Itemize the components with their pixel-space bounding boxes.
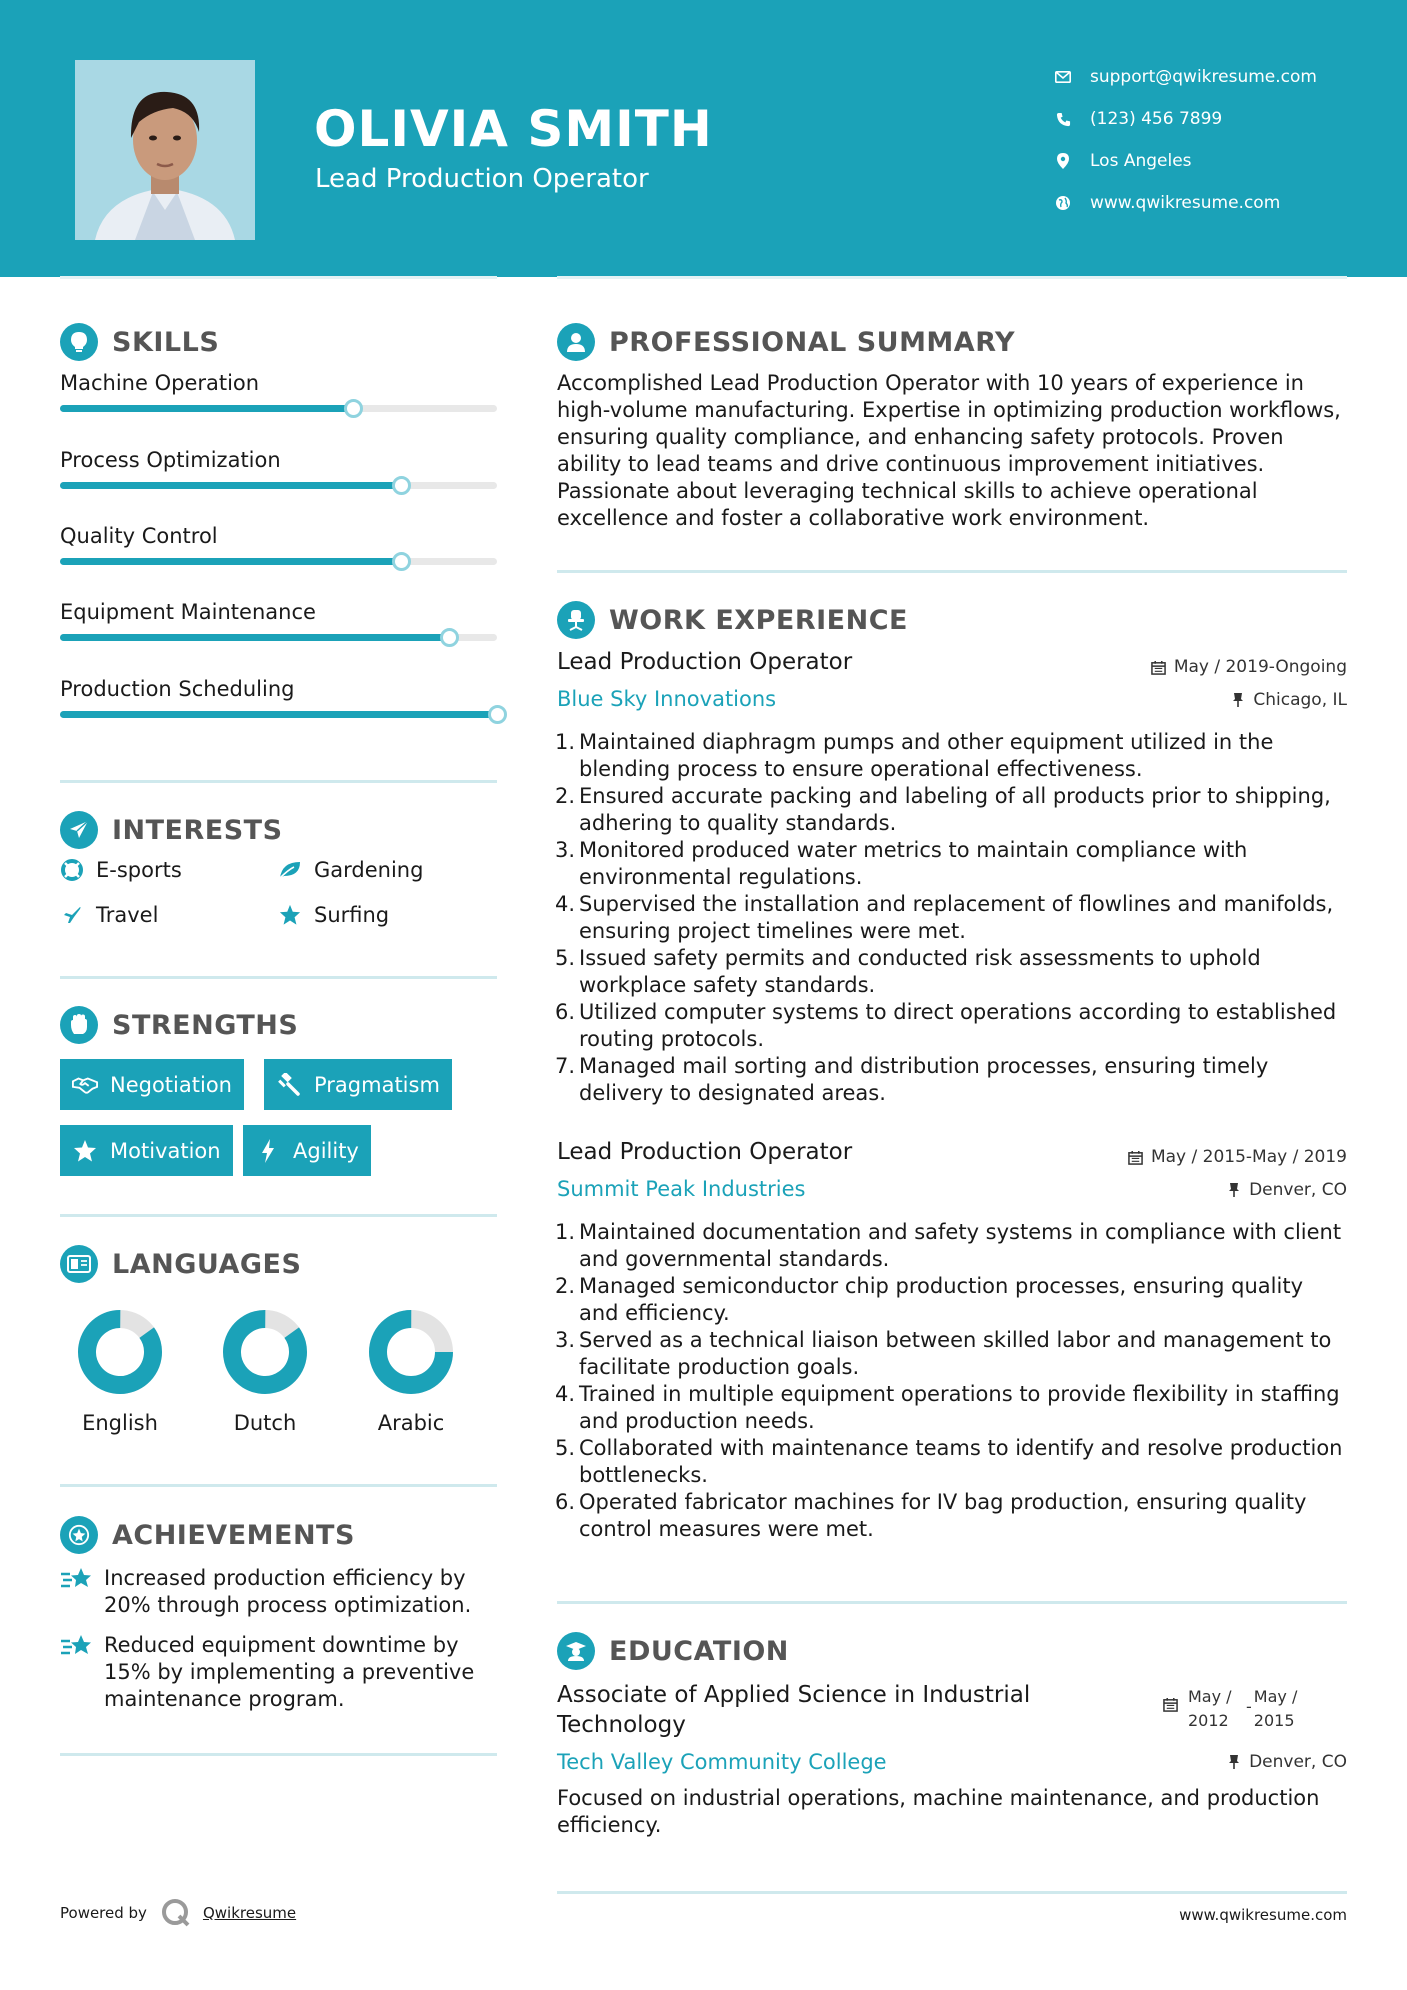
job-dates — [1128, 1147, 1347, 1167]
interest-label: Gardening — [314, 858, 424, 882]
job-title: Lead Production Operator — [557, 649, 853, 675]
strength-tag — [243, 1125, 371, 1176]
skills-heading — [60, 323, 219, 361]
language-item — [205, 1307, 325, 1435]
shooting-star-icon — [60, 1632, 94, 1662]
footer-website[interactable]: www.qwikresume.com — [1179, 1906, 1347, 1924]
achievement-text: Reduced equipment downtime by 15% by implementing a preventive maintenance program. — [104, 1633, 475, 1711]
pushpin-icon — [1226, 1754, 1242, 1770]
contact-phone[interactable] — [1053, 98, 1317, 140]
achievement-item — [60, 1632, 497, 1713]
job-bullet: 5. Issued safety permits and conducted risk assessments to uphold workplace safety standards. — [551, 945, 1347, 999]
skill-label: Process Optimization — [60, 448, 281, 472]
interests-heading — [60, 811, 283, 849]
interest-label: Surfing — [314, 903, 390, 927]
job-location-text: Denver, CO — [1249, 1180, 1347, 1200]
job-bullet-text: Ensured accurate packing and labeling of all products prior to shipping, adhering to quality standards. — [579, 784, 1331, 835]
education-heading — [557, 1632, 789, 1670]
skill-bar — [60, 711, 497, 718]
job-bullet-text: Managed mail sorting and distribution processes, ensuring timely delivery to designated areas. — [579, 1054, 1269, 1105]
contact-location-text: Los Angeles — [1090, 151, 1192, 171]
language-item — [351, 1307, 471, 1435]
award-icon — [60, 1516, 98, 1554]
shooting-star-icon — [60, 1565, 94, 1595]
skill-item — [60, 600, 497, 624]
profile-photo — [75, 60, 255, 240]
section-divider — [60, 1484, 497, 1487]
education-title: EDUCATION — [609, 1635, 789, 1667]
skill-bar — [60, 558, 497, 565]
language-icon — [60, 1245, 98, 1283]
job-bullet: 4. Supervised the installation and replacement of flowlines and manifolds, ensuring project timelines were met. — [551, 891, 1347, 945]
strength-label: Motivation — [110, 1138, 221, 1163]
job-bullet: 6. Operated fabricator machines for IV bag production, ensuring quality control measures were met. — [551, 1489, 1347, 1543]
job-company: Summit Peak Industries — [557, 1177, 806, 1201]
education-start-date — [1188, 1685, 1246, 1733]
achievements-heading — [60, 1516, 355, 1554]
pushpin-icon — [1226, 1182, 1242, 1198]
section-divider — [60, 976, 497, 979]
job-bullet: 1. Maintained diaphragm pumps and other equipment utilized in the blending process to ensure operational effectiveness. — [551, 729, 1347, 783]
skill-bar — [60, 482, 497, 489]
skill-bar — [60, 634, 497, 641]
job-bullet-text: Maintained diaphragm pumps and other equipment utilized in the blending process to ensure operational effectiveness. — [579, 730, 1274, 781]
education-end-date — [1254, 1685, 1308, 1733]
leaf-icon — [278, 858, 302, 882]
phone-icon — [1053, 109, 1073, 129]
job-bullet-text: Monitored produced water metrics to maintain compliance with environmental regulations. — [579, 838, 1248, 889]
experience-title: WORK EXPERIENCE — [609, 604, 908, 636]
lifebuoy-icon — [60, 858, 84, 882]
job-location — [1230, 690, 1347, 710]
star-icon — [278, 903, 302, 927]
skill-bar-knob — [488, 705, 507, 724]
education-degree: Associate of Applied Science in Industrial Technology — [557, 1682, 1031, 1738]
handshake-icon — [72, 1072, 98, 1098]
achievement-item — [60, 1565, 497, 1619]
job-bullet-text: Managed semiconductor chip production processes, ensuring quality and efficiency. — [579, 1274, 1303, 1325]
skill-bar-knob — [344, 399, 363, 418]
strength-label: Agility — [293, 1138, 359, 1163]
job-bullet-text: Utilized computer systems to direct operations according to established routing protocols. — [579, 1000, 1337, 1051]
education-location-text: Denver, CO — [1249, 1752, 1347, 1772]
interest-label: E-sports — [96, 858, 182, 882]
skill-item — [60, 371, 497, 395]
interest-item — [278, 903, 389, 927]
section-divider — [60, 780, 497, 783]
language-item — [60, 1307, 180, 1435]
interest-label: Travel — [96, 903, 159, 927]
job-bullet-text: Supervised the installation and replacement of flowlines and manifolds, ensuring project timelines were met. — [579, 892, 1334, 943]
languages-title: LANGUAGES — [112, 1248, 302, 1280]
skill-item — [60, 677, 497, 701]
job-title: Lead Production Operator — [557, 1139, 853, 1165]
job-bullet: 1. Maintained documentation and safety systems in compliance with client and governmental standards. — [551, 1219, 1347, 1273]
skill-bar-knob — [392, 476, 411, 495]
strength-tag — [60, 1125, 233, 1176]
office-chair-icon — [557, 601, 595, 639]
education-start-year: 2012 — [1188, 1711, 1229, 1730]
interest-item — [60, 903, 158, 927]
job-location-text: Chicago, IL — [1253, 690, 1347, 710]
education-start-month: May / — [1188, 1687, 1232, 1706]
section-divider — [60, 1753, 497, 1756]
language-donut — [75, 1307, 165, 1397]
skill-item — [60, 448, 497, 472]
contact-location — [1053, 140, 1317, 182]
skill-label: Quality Control — [60, 524, 218, 548]
section-divider — [557, 570, 1347, 573]
star-icon — [72, 1138, 98, 1164]
education-end-month: May / — [1253, 1687, 1298, 1706]
skill-label: Equipment Maintenance — [60, 600, 316, 624]
skill-bar-fill — [60, 711, 497, 718]
language-label: Arabic — [377, 1411, 445, 1435]
education-location — [1226, 1752, 1347, 1772]
skill-bar-fill — [60, 634, 449, 641]
strengths-heading — [60, 1006, 298, 1044]
strength-label: Pragmatism — [314, 1072, 440, 1097]
resume-header — [0, 0, 1407, 277]
interests-title: INTERESTS — [112, 814, 283, 846]
paper-plane-icon — [60, 811, 98, 849]
skill-item — [60, 524, 497, 548]
calendar-icon — [1163, 1697, 1179, 1713]
job-bullets — [551, 729, 1347, 1107]
section-divider — [557, 1891, 1347, 1894]
gavel-icon — [276, 1072, 302, 1098]
pushpin-icon — [1230, 692, 1246, 708]
experience-heading — [557, 601, 908, 639]
contact-website[interactable] — [1053, 182, 1317, 224]
job-bullet: 3. Monitored produced water metrics to maintain compliance with environmental regulations. — [551, 837, 1347, 891]
calendar-icon — [1151, 659, 1167, 675]
graduate-icon — [557, 1632, 595, 1670]
contact-email[interactable] — [1053, 56, 1317, 98]
skill-bar-knob — [392, 552, 411, 571]
header-divider-right — [557, 276, 1347, 279]
candidate-name: OLIVIA SMITH — [314, 100, 713, 158]
job-dates-text: May / 2019-Ongoing — [1173, 657, 1347, 677]
skill-bar-fill — [60, 482, 401, 489]
job-bullet-text: Issued safety permits and conducted risk assessments to uphold workplace safety standards. — [579, 946, 1261, 997]
contact-website-text: www.qwikresume.com — [1090, 193, 1281, 213]
job-bullet: 6. Utilized computer systems to direct operations according to established routing protocols. — [551, 999, 1347, 1053]
languages-heading — [60, 1245, 301, 1283]
job-bullet: 4. Trained in multiple equipment operations to provide flexibility in staffing and production needs. — [551, 1381, 1347, 1435]
skill-bar-fill — [60, 405, 353, 412]
achievement-text: Increased production efficiency by 20% through process optimization. — [104, 1566, 472, 1617]
education-school: Tech Valley Community College — [557, 1750, 887, 1774]
job-company: Blue Sky Innovations — [557, 687, 777, 711]
language-label: Dutch — [233, 1411, 297, 1435]
summary-heading — [557, 323, 1015, 361]
job-bullet: 7. Managed mail sorting and distribution processes, ensuring timely delivery to designated areas. — [551, 1053, 1347, 1107]
skills-title: SKILLS — [112, 326, 220, 358]
lightbulb-icon — [60, 323, 98, 361]
footer-powered-by — [60, 1898, 296, 1928]
skill-bar-knob — [440, 628, 459, 647]
skill-label: Machine Operation — [60, 371, 260, 395]
education-end-year: 2015 — [1253, 1711, 1295, 1730]
calendar-icon — [1128, 1149, 1144, 1165]
powered-by-label: Powered by — [60, 1904, 147, 1922]
job-dates-text: May / 2015-May / 2019 — [1150, 1147, 1347, 1167]
job-bullet: 2. Ensured accurate packing and labeling of all products prior to shipping, adhering to quality standards. — [551, 783, 1347, 837]
job-bullets — [551, 1219, 1347, 1543]
map-pin-icon — [1053, 151, 1073, 171]
qwikresume-link[interactable]: Qwikresume — [202, 1904, 297, 1922]
job-bullet-text: Trained in multiple equipment operations to provide flexibility in staffing and production needs. — [579, 1382, 1340, 1433]
language-label: English — [82, 1411, 158, 1435]
section-divider — [557, 1601, 1347, 1604]
job-bullet-text: Served as a technical liaison between skilled labor and management to facilitate production goals. — [579, 1328, 1332, 1379]
hand-icon — [60, 1006, 98, 1044]
section-divider — [60, 1214, 497, 1217]
summary-text: Accomplished Lead Production Operator with 10 years of experience in high-volume manufacturing. Expertise in optimizing production workflows, ensuring quality compliance, and enhancing safety protocols. Proven ability to lead teams and drive continuous improvement initiatives. Passionate about leveraging technical skills to achieve operational excellence and foster a collaborative work environment. — [557, 371, 1341, 530]
skill-bar — [60, 405, 497, 412]
strength-tag — [264, 1059, 452, 1110]
plane-icon — [60, 903, 84, 927]
header-divider-left — [60, 276, 497, 279]
education-description: Focused on industrial operations, machine maintenance, and production efficiency. — [557, 1786, 1320, 1837]
language-donut — [220, 1307, 310, 1397]
job-bullet-text: Collaborated with maintenance teams to identify and resolve production bottlenecks. — [579, 1436, 1343, 1487]
strengths-title: STRENGTHS — [112, 1009, 299, 1041]
strength-tag — [60, 1059, 244, 1110]
job-bullet-text: Operated fabricator machines for IV bag production, ensuring quality control measures were met. — [579, 1490, 1307, 1541]
interest-item — [278, 858, 423, 882]
contact-phone-text: (123) 456 7899 — [1090, 109, 1223, 129]
strength-label: Negotiation — [110, 1072, 232, 1097]
language-donut — [366, 1307, 456, 1397]
job-bullet: 5. Collaborated with maintenance teams to identify and resolve production bottlenecks. — [551, 1435, 1347, 1489]
job-location — [1226, 1180, 1347, 1200]
qwikresume-logo-icon — [161, 1898, 191, 1928]
interest-item — [60, 858, 182, 882]
user-icon — [557, 323, 595, 361]
job-dates — [1151, 657, 1347, 677]
skill-label: Production Scheduling — [60, 677, 295, 701]
globe-icon — [1053, 193, 1073, 213]
summary-title: PROFESSIONAL SUMMARY — [609, 326, 1016, 358]
skill-bar-fill — [60, 558, 401, 565]
envelope-icon — [1053, 67, 1073, 87]
education-date-separator: - — [1246, 1697, 1252, 1716]
job-bullet: 2. Managed semiconductor chip production processes, ensuring quality and efficiency. — [551, 1273, 1347, 1327]
job-bullet-text: Maintained documentation and safety systems in compliance with client and governmental standards. — [579, 1220, 1342, 1271]
contact-list — [1053, 56, 1317, 224]
job-bullet: 3. Served as a technical liaison between skilled labor and management to facilitate production goals. — [551, 1327, 1347, 1381]
bolt-icon — [255, 1138, 281, 1164]
achievements-title: ACHIEVEMENTS — [112, 1519, 355, 1551]
education-dates — [1163, 1685, 1308, 1733]
contact-email-text: support@qwikresume.com — [1090, 67, 1317, 87]
candidate-role: Lead Production Operator — [315, 164, 649, 194]
